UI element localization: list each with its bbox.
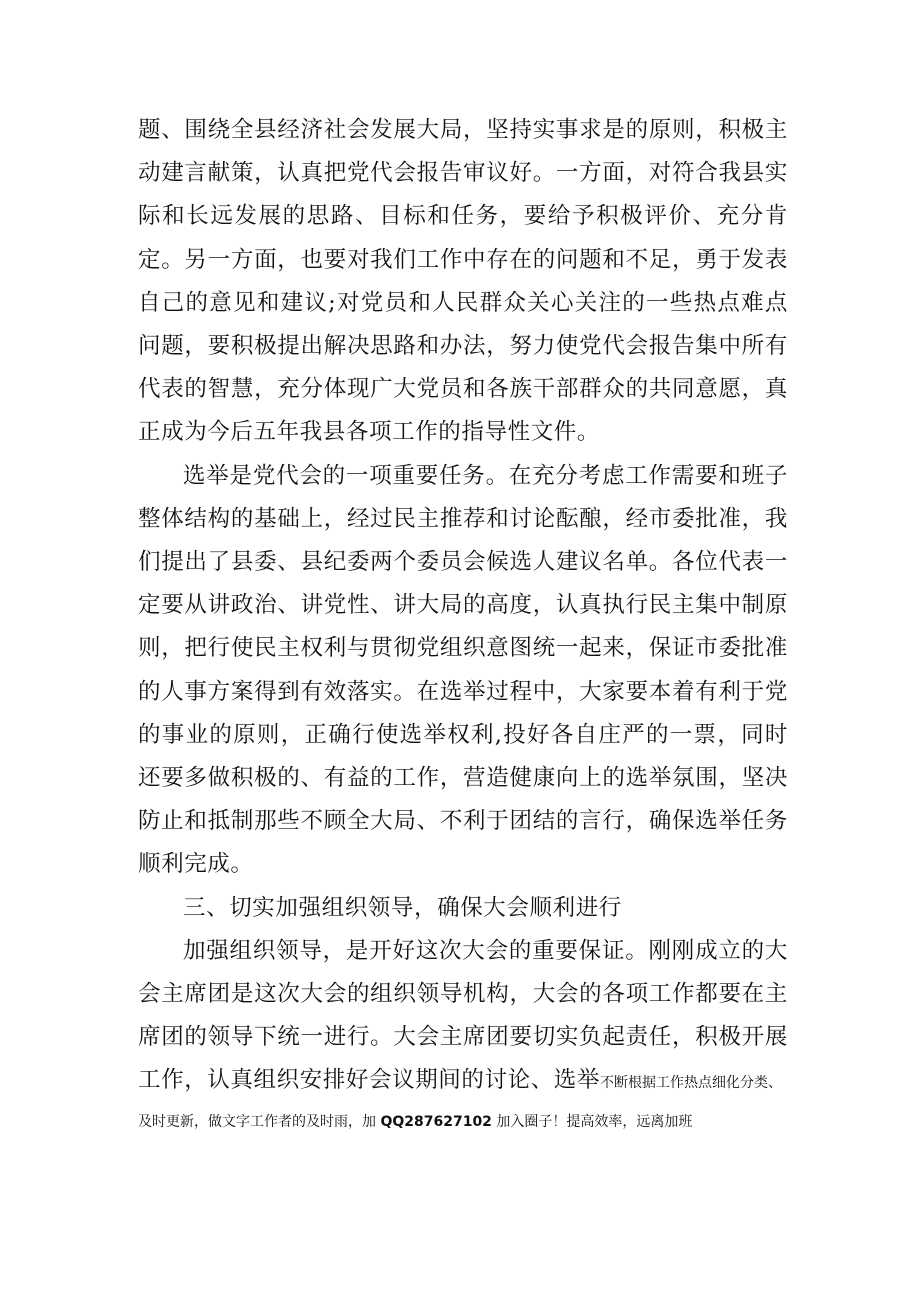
section-heading: [138, 887, 788, 930]
inline-note: 不断根据工作热点细化分类、: [600, 1075, 783, 1092]
paragraph-continued: [138, 109, 788, 455]
promo-footer: [138, 1110, 798, 1134]
paragraph-leadership: [138, 930, 788, 1106]
document-body: [138, 109, 788, 1106]
qq-number: QQ287627102: [380, 1114, 492, 1130]
heading-text: 三、切实加强组织领导，确保大会顺利进行: [183, 894, 622, 921]
paragraph-text: 选举是党代会的一项重要任务。在充分考虑工作需要和班子整体结构的基础上，经过民主推荐和讨论酝酿，经市委批准，我们提出了县委、县纪委两个委员会候选人建议名单。各位代表一定要从讲政治、讲党性、讲大局的高度，认真执行民主集中制原则，把行使民主权利与贯彻党组织意图统一起来，保证市委批准的人事方案得到有效落实。在选举过程中，大家要本着有利于党的事业的原则，正确行使选举权利,投好各自庄严的一票，同时还要多做积极的、有益的工作，营造健康向上的选举氛围，坚决防止和抵制那些不顾全大局、不利于团结的言行，确保选举任务顺利完成。: [138, 462, 788, 878]
footer-text-before: 及时更新，做文字工作者的及时雨，加: [138, 1114, 381, 1130]
paragraph-text: 加强组织领导，是开好这次大会的重要保证。刚刚成立的大会主席团是这次大会的组织领导机构，大会的各项工作都要在主席团的领导下统一进行。大会主席团要切实负起责任，积极开展工作，认真组织安排好会议期间的讨论、选举: [138, 937, 788, 1094]
footer-text-after: 加入圈子！提高效率，远离加班: [491, 1114, 693, 1130]
paragraph-text: 题、围绕全县经济社会发展大局，坚持实事求是的原则，积极主动建言献策，认真把党代会报告审议好。一方面，对符合我县实际和长远发展的思路、目标和任务，要给予积极评价、充分肯定。另一方面，也要对我们工作中存在的问题和不足，勇于发表自己的意见和建议;对党员和人民群众关心关注的一些热点难点问题，要积极提出解决思路和办法，努力使党代会报告集中所有代表的智慧，充分体现广大党员和各族干部群众的共同意愿，真正成为今后五年我县各项工作的指导性文件。: [138, 117, 788, 446]
paragraph-election: [138, 455, 788, 887]
